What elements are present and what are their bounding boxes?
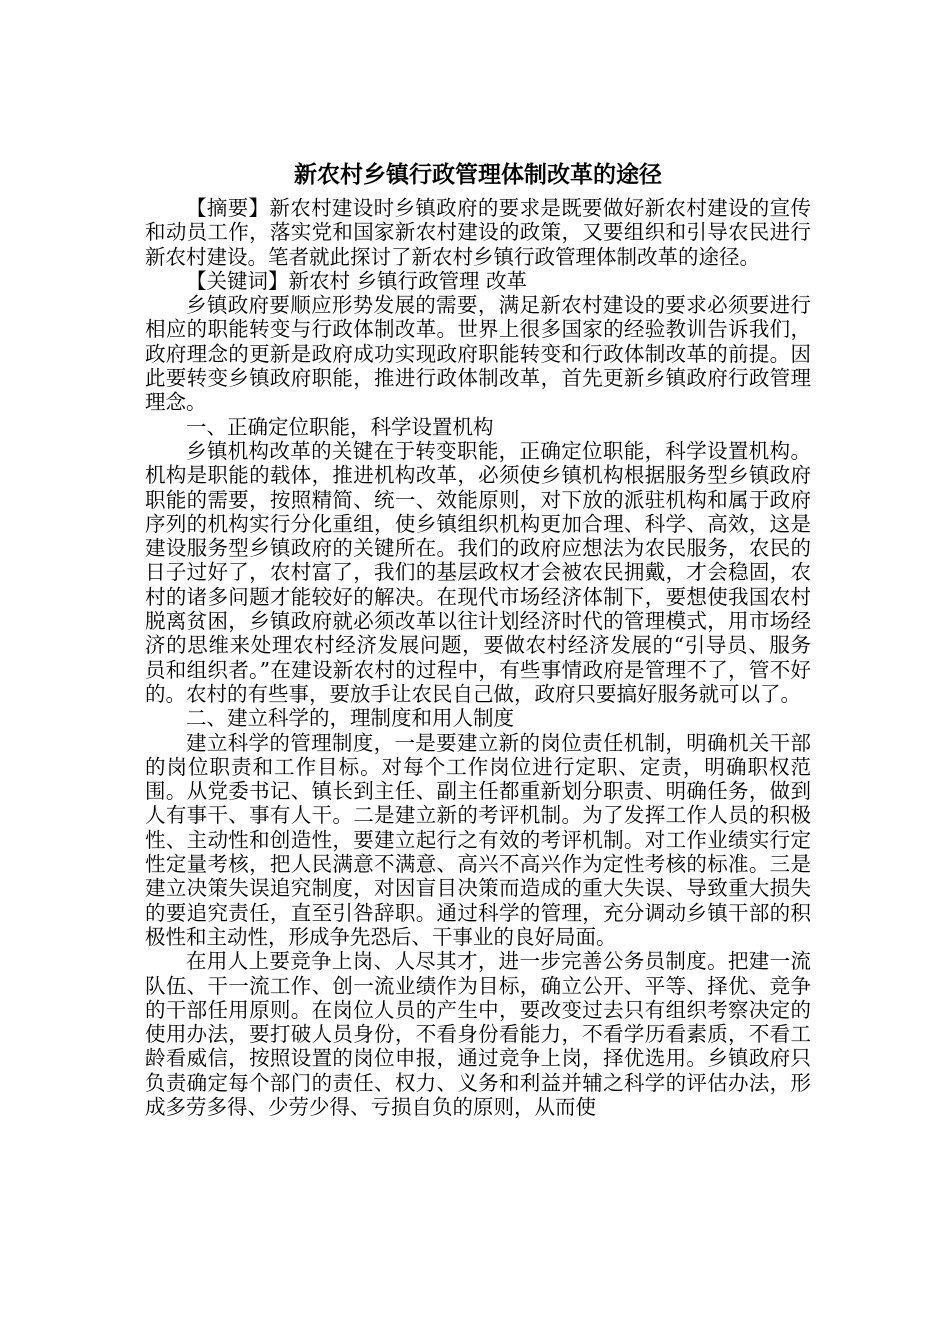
document-title: 新农村乡镇行政管理体制改革的途径 bbox=[294, 162, 662, 188]
body-paragraph: 乡镇机构改革的关键在于转变职能，正确定位职能，科学设置机构。机构是职能的载体，推进机构改革，必须使乡镇机构根据服务型乡镇政府职能的需要，按照精简、统一、效能原则，对下放的派驻机构和属于政府序列的机构实行分化重组，使乡镇组织机构更加合理、科学、高效，这是建设服务型乡镇政府的关键所在。我们的政府应想法为农民服务，农民的日子过好了，农村富了，我们的基层政权才会被农民拥戴，才会稳固，农村的诸多问题才能较好的解决。在现代市场经济体制下，要想使我国农村脱离贫困，乡镇政府就必须改革以往计划经济时代的管理模式，用市场经济的思维来处理农村经济发展问题，要做农村经济发展的“引导员、服务员和组织者。”在建设新农村的过程中，有些事情政府是管理不了，管不好的。农村的有些事，要放手让农民自己做，政府只要搞好服务就可以了。 bbox=[145, 438, 811, 706]
section-heading: 一、正确定位职能，科学设置机构 bbox=[186, 414, 494, 439]
keywords-paragraph: 【关键词】新农村 乡镇行政管理 改革 bbox=[186, 268, 528, 293]
body-paragraph: 乡镇政府要顺应形势发展的需要，满足新农村建设的要求必须要进行相应的职能转变与行政体制改革。世界上很多国家的经验教训告诉我们，政府理念的更新是政府成功实现政府职能转变和行政体制改革的前提。因此要转变乡镇政府职能，推进行政体制改革，首先更新乡镇政府行政管理理念。 bbox=[145, 293, 811, 415]
body-paragraph: 建立科学的管理制度，一是要建立新的岗位责任机制，明确机关干部的岗位职责和工作目标。对每个工作岗位进行定职、定责，明确职权范围。从党委书记、镇长到主任、副主任都重新划分职责、明确任务，做到人有事干、事有人干。二是建立新的考评机制。为了发挥工作人员的积极性、主动性和创造性，要建立起行之有效的考评机制。对工作业绩实行定性定量考核，把人民满意不满意、高兴不高兴作为定性考核的标准。三是建立决策失误追究制度，对因盲目决策而造成的重大失误、导致重大损失的要追究责任，直至引咎辞职。通过科学的管理，充分调动乡镇干部的积极性和主动性，形成争先恐后、干事业的良好局面。 bbox=[145, 730, 811, 949]
document-page bbox=[145, 158, 811, 1119]
body-paragraph: 在用人上要竞争上岗、人尽其才，进一步完善公务员制度。把建一流队伍、干一流工作、创一流业绩作为目标，确立公开、平等、择优、竞争的干部任用原则。在岗位人员的产生中，要改变过去只有组织考察决定的使用办法，要打破人员身份，不看身份看能力，不看学历看素质，不看工龄看威信，按照设置的岗位申报，通过竞争上岗，择优选用。乡镇政府只负责确定每个部门的责任、权力、义务和利益并辅之科学的评估办法，形成多劳多得、少劳少得、亏损自负的原则，从而使 bbox=[145, 949, 811, 1119]
section-heading: 二、建立科学的，理制度和用人制度 bbox=[186, 706, 514, 731]
abstract-paragraph: 【摘要】新农村建设时乡镇政府的要求是既要做好新农村建设的宣传和动员工作，落实党和国家新农村建设的政策，又要组织和引导农民进行新农村建设。笔者就此探讨了新农村乡镇行政管理体制改革的途径。 bbox=[145, 196, 811, 269]
